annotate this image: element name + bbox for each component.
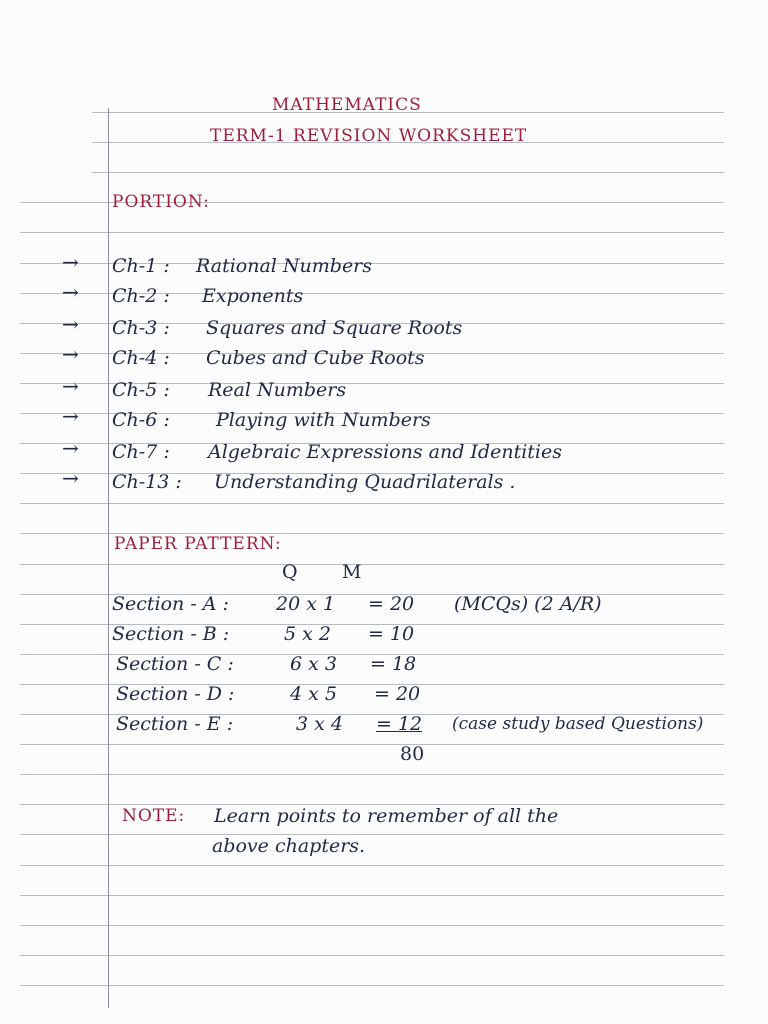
section-formula: 6 x 3 xyxy=(290,653,337,675)
section-name: Section - A : xyxy=(112,593,229,615)
ruled-line xyxy=(20,503,724,504)
chapter-title: Cubes and Cube Roots xyxy=(206,347,425,369)
ruled-line xyxy=(20,925,724,926)
section-total: = 20 xyxy=(374,683,421,705)
chapter-title: Algebraic Expressions and Identities xyxy=(208,441,562,463)
ruled-line xyxy=(92,172,724,173)
section-formula: 4 x 5 xyxy=(290,683,337,705)
arrow-icon: → xyxy=(62,342,79,366)
section-total: = 10 xyxy=(368,623,415,645)
section-formula: 5 x 2 xyxy=(284,623,331,645)
ruled-line xyxy=(20,834,724,835)
margin-line xyxy=(108,108,109,1008)
section-note: (case study based Questions) xyxy=(452,714,704,734)
chapter-title: Squares and Square Roots xyxy=(206,317,463,339)
chapter-number: Ch-1 : xyxy=(112,255,170,277)
chapter-title: Playing with Numbers xyxy=(216,409,431,431)
chapter-title: Exponents xyxy=(202,285,304,307)
ruled-line xyxy=(20,955,724,956)
column-m-label: M xyxy=(342,561,362,583)
column-q-label: Q xyxy=(282,561,298,583)
chapter-number: Ch-4 : xyxy=(112,347,170,369)
chapter-number: Ch-3 : xyxy=(112,317,170,339)
chapter-title: Rational Numbers xyxy=(196,255,373,277)
chapter-number: Ch-6 : xyxy=(112,409,170,431)
note-line-1: Learn points to remember of all the xyxy=(214,805,559,827)
ruled-line xyxy=(20,774,724,775)
chapter-number: Ch-2 : xyxy=(112,285,170,307)
worksheet-title: TERM-1 REVISION WORKSHEET xyxy=(210,126,528,146)
section-formula: 3 x 4 xyxy=(296,713,343,735)
section-total: = 12 xyxy=(376,713,423,735)
section-total: = 18 xyxy=(370,653,417,675)
ruled-line xyxy=(20,744,724,745)
portion-heading: PORTION: xyxy=(112,192,210,212)
note-label: NOTE: xyxy=(122,806,186,826)
paper-pattern-heading: PAPER PATTERN: xyxy=(114,534,282,554)
arrow-icon: → xyxy=(62,436,79,460)
section-formula: 20 x 1 xyxy=(276,593,336,615)
ruled-line xyxy=(20,895,724,896)
section-name: Section - D : xyxy=(116,683,235,705)
chapter-number: Ch-5 : xyxy=(112,379,170,401)
ruled-line xyxy=(20,564,724,565)
chapter-title: Real Numbers xyxy=(208,379,347,401)
arrow-icon: → xyxy=(62,404,79,428)
section-name: Section - E : xyxy=(116,713,234,735)
chapter-number: Ch-7 : xyxy=(112,441,170,463)
section-note: (MCQs) (2 A/R) xyxy=(454,593,602,615)
ruled-line xyxy=(20,985,724,986)
section-total: = 20 xyxy=(368,593,415,615)
arrow-icon: → xyxy=(62,312,79,336)
arrow-icon: → xyxy=(62,466,79,490)
ruled-line xyxy=(20,232,724,233)
section-name: Section - B : xyxy=(112,623,230,645)
arrow-icon: → xyxy=(62,280,79,304)
arrow-icon: → xyxy=(62,374,79,398)
grand-total: 80 xyxy=(400,743,425,765)
chapter-number: Ch-13 : xyxy=(112,471,182,493)
ruled-line xyxy=(20,865,724,866)
chapter-title: Understanding Quadrilaterals . xyxy=(214,471,516,493)
subject-heading: MATHEMATICS xyxy=(272,95,422,115)
note-line-2: above chapters. xyxy=(212,835,366,857)
arrow-icon: → xyxy=(62,250,79,274)
section-name: Section - C : xyxy=(116,653,234,675)
